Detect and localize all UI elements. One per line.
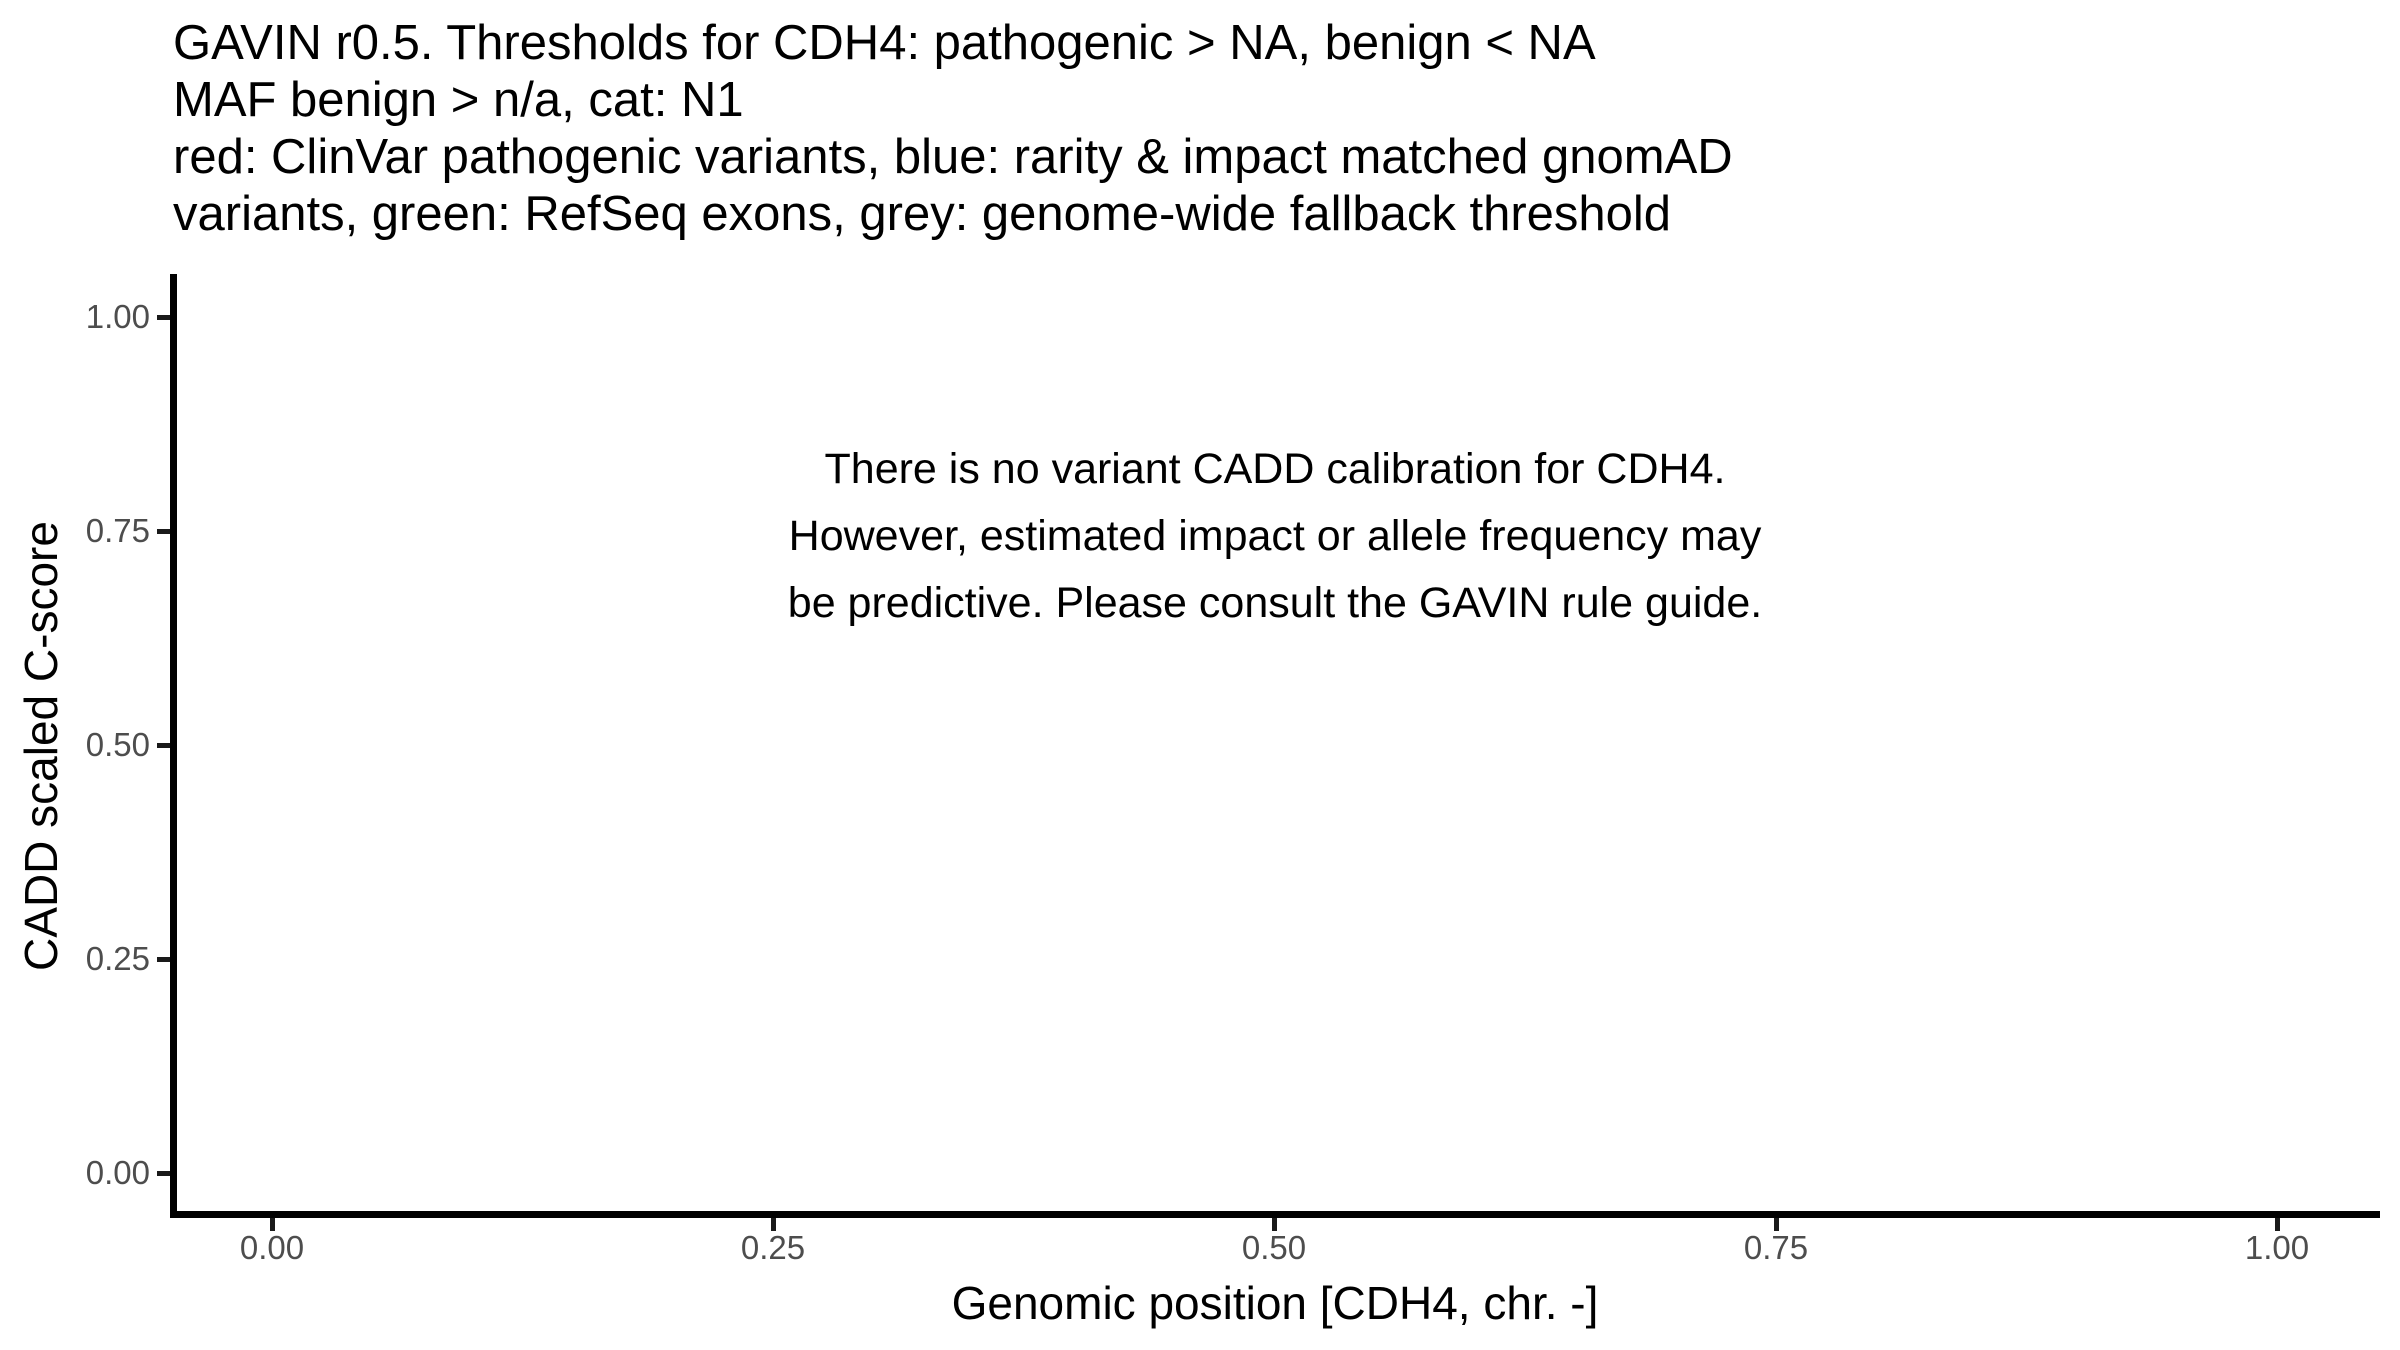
no-calibration-annotation — [170, 436, 2380, 637]
y-tick-mark — [157, 957, 170, 962]
annotation-line-3: be predictive. Please consult the GAVIN rule guide. — [787, 579, 1763, 627]
y-tick-mark — [157, 529, 170, 534]
y-tick-mark — [157, 1171, 170, 1176]
plot-title-line-2: MAF benign > n/a, cat: N1 — [173, 73, 744, 127]
annotation-line-2: However, estimated impact or allele frequency may — [788, 512, 1762, 560]
annotation-line-1: There is no variant CADD calibration for CDH4. — [824, 445, 1726, 493]
plot-title-line-1: GAVIN r0.5. Thresholds for CDH4: pathogenic > NA, benign < NA — [173, 16, 1596, 70]
plot-title-line-4: variants, green: RefSeq exons, grey: genome-wide fallback threshold — [173, 187, 1672, 241]
x-tick-label: 1.00 — [2244, 1229, 2310, 1266]
plot-title-line-3: red: ClinVar pathogenic variants, blue: rarity & impact matched gnomAD — [173, 130, 1733, 184]
x-tick-label: 0.00 — [239, 1229, 305, 1266]
y-axis-title: CADD scaled C-score — [15, 521, 67, 971]
y-tick-label: 0.00 — [85, 1154, 150, 1191]
plot-panel — [170, 274, 2380, 1218]
x-tick-label: 0.25 — [740, 1229, 806, 1266]
y-tick-label: 0.50 — [85, 726, 150, 763]
y-tick-label: 0.75 — [85, 512, 150, 549]
x-tick-label: 0.50 — [1241, 1229, 1307, 1266]
y-tick-mark — [157, 315, 170, 320]
plot-title — [173, 15, 1733, 243]
x-axis-title: Genomic position [CDH4, chr. -] — [951, 1277, 1599, 1329]
y-tick-label: 0.25 — [85, 940, 150, 977]
y-tick-label: 1.00 — [85, 298, 150, 335]
x-tick-label: 0.75 — [1743, 1229, 1809, 1266]
y-tick-mark — [157, 743, 170, 748]
